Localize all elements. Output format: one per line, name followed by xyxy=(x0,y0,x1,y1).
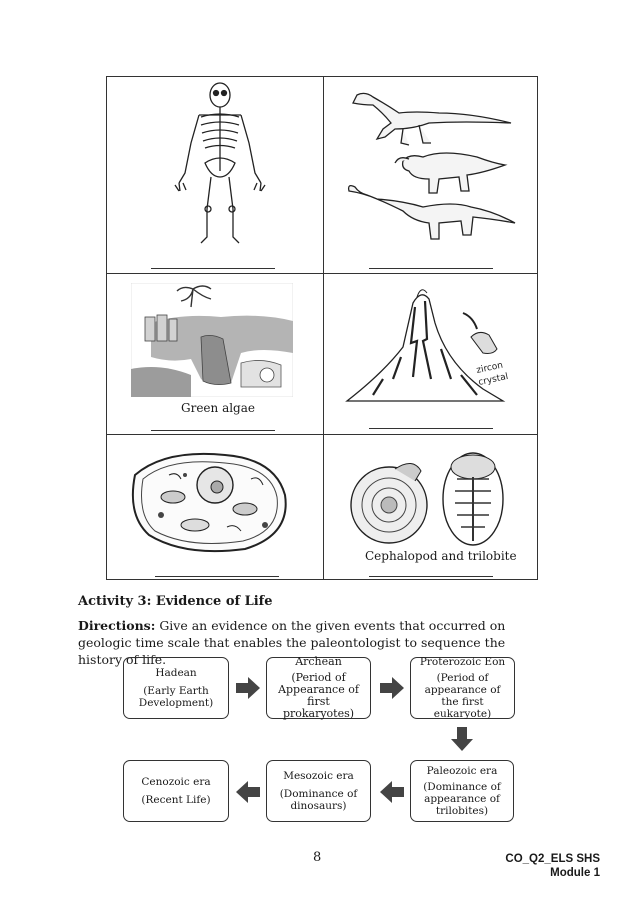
box-desc: (Period of Appearance of first prokaryotes) xyxy=(278,671,359,720)
box-title: Mesozoic era xyxy=(283,770,354,782)
green-algae-image xyxy=(131,283,293,397)
dinosaurs-image xyxy=(343,83,519,249)
directions-label: Directions: xyxy=(78,618,156,633)
footer-module: Module 1 xyxy=(550,867,600,879)
directions-text: Give an evidence on the given events that occurred on geologic time scale that enables the paleontologist to sequence the history of life. xyxy=(78,618,506,667)
image-caption: Cephalopod and trilobite xyxy=(365,549,517,563)
human-skeleton-image xyxy=(157,81,283,247)
box-title: Archean xyxy=(295,655,342,668)
svg-text:crystal: crystal xyxy=(477,371,510,388)
footer-code-text: CO_Q2_ELS SHS xyxy=(505,853,600,865)
archean-box xyxy=(266,657,371,719)
image-caption: Green algae xyxy=(181,401,255,415)
box-title: Cenozoic era xyxy=(141,776,211,788)
image-grid xyxy=(106,76,538,580)
arrow-down-icon xyxy=(451,727,473,751)
arrow-right-icon xyxy=(380,677,404,699)
cephalopod-trilobite-image xyxy=(345,447,517,551)
box-title: Hadean xyxy=(155,667,197,679)
svg-text:zircon: zircon xyxy=(475,360,504,376)
answer-line[interactable] xyxy=(155,576,279,577)
arrow-left-icon xyxy=(236,781,260,803)
grid-divider xyxy=(107,273,537,274)
grid-divider xyxy=(323,77,324,579)
eukaryotic-cell-image xyxy=(125,445,295,557)
arrow-right-icon xyxy=(236,677,260,699)
box-desc: (Period of appearance of the first eukaryote) xyxy=(424,672,501,720)
box-desc: (Dominance of dinosaurs) xyxy=(279,788,358,812)
cenozoic-box xyxy=(123,760,229,822)
proterozoic-box xyxy=(410,657,515,719)
answer-line[interactable] xyxy=(369,428,493,429)
footer-code xyxy=(505,852,600,880)
box-desc: (Recent Life) xyxy=(141,794,211,806)
activity-title: Activity 3: Evidence of Life xyxy=(78,594,273,609)
box-desc: (Dominance of appearance of trilobites) xyxy=(423,781,501,817)
answer-line[interactable] xyxy=(369,268,493,269)
answer-line[interactable] xyxy=(151,268,275,269)
answer-line[interactable] xyxy=(369,576,493,577)
answer-line[interactable] xyxy=(151,430,275,431)
volcano-image xyxy=(343,283,519,405)
mesozoic-box xyxy=(266,760,371,822)
box-desc: (Early Earth Development) xyxy=(138,685,214,709)
paleozoic-box xyxy=(410,760,514,822)
box-title: Paleozoic era xyxy=(426,765,498,777)
box-title: Proterozoic Eon xyxy=(419,656,506,668)
hadean-box xyxy=(123,657,229,719)
grid-divider xyxy=(107,434,537,435)
arrow-left-icon xyxy=(380,781,404,803)
page-number: 8 xyxy=(313,850,322,865)
